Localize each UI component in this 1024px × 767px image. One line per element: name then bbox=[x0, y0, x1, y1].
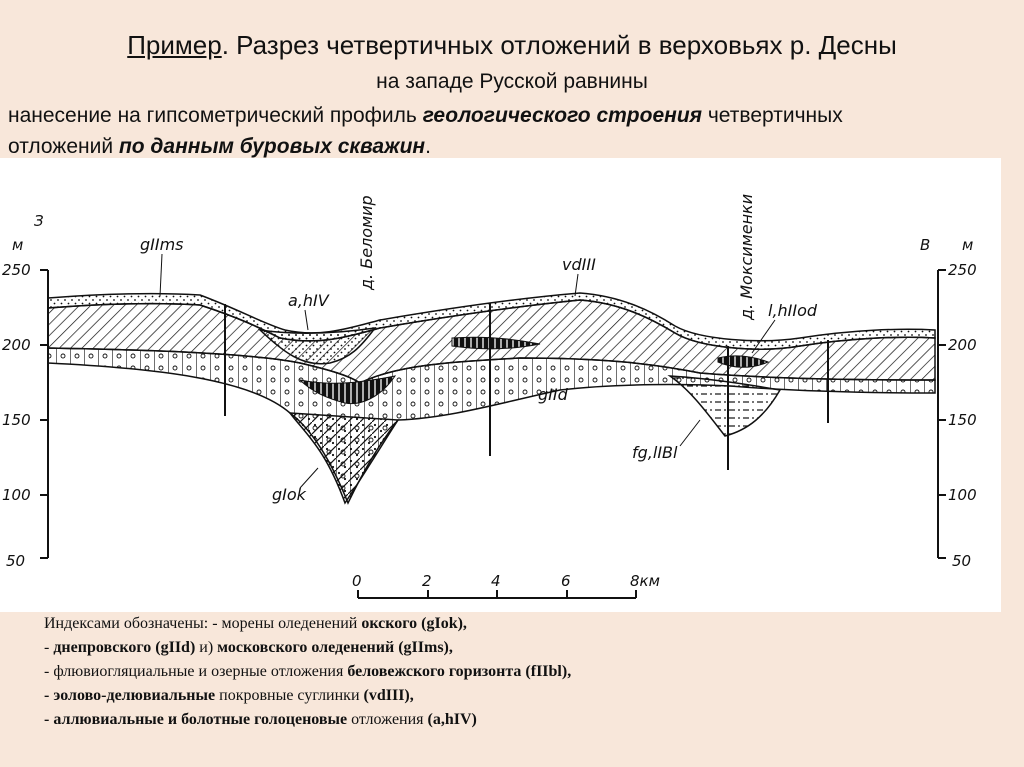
legend-okskoe: окского (gIok), bbox=[361, 615, 467, 632]
subtitle-period: . bbox=[425, 135, 431, 158]
subtitle-line-2 bbox=[8, 135, 431, 159]
legend-fluvio: - флювиогляциальные и озерные отложения bbox=[44, 663, 348, 680]
unit-label-lhIIod: l,hIIod bbox=[768, 301, 818, 320]
subtitle-line-1 bbox=[8, 104, 843, 128]
title-line-1 bbox=[0, 30, 1024, 61]
scale-bar bbox=[352, 572, 660, 598]
left-tick-200: 200 bbox=[2, 336, 31, 354]
left-tick-50: 50 bbox=[6, 552, 26, 570]
legend-line-4 bbox=[44, 684, 1004, 708]
legend-line-1 bbox=[44, 612, 1004, 636]
legend-belovezh: беловежского горизонта (fIIbl), bbox=[347, 663, 572, 680]
legend-vdIII: (vdIII), bbox=[363, 687, 414, 704]
left-axis bbox=[2, 212, 48, 570]
subtitle-text-2: четвертичных bbox=[702, 104, 843, 127]
scale-tick-2: 2 bbox=[422, 572, 432, 590]
subtitle-text-1: нанесение на гипсометрический профиль bbox=[8, 104, 423, 127]
legend-intro: Индексами обозначены: - морены оледенений bbox=[44, 615, 362, 632]
section-drawing bbox=[0, 158, 1001, 612]
legend-moskovskoe: московского оледенений (gIIms), bbox=[217, 639, 453, 656]
legend-line-3 bbox=[44, 660, 1004, 684]
subtitle-emphasis-2: по данным буровых скважин bbox=[118, 135, 426, 158]
village-label-moksimenki: д. Моксименки bbox=[737, 193, 756, 320]
title-line-2: на западе Русской равнины bbox=[376, 70, 648, 93]
left-tick-150: 150 bbox=[2, 411, 31, 429]
legend-dneprovskoe: днепровского (gIId) bbox=[53, 639, 196, 656]
legend-suglinki: покровные суглинки bbox=[215, 687, 364, 704]
title-example-word: Пример bbox=[127, 30, 222, 60]
right-tick-150: 150 bbox=[948, 411, 977, 429]
scale-tick-0: 0 bbox=[352, 572, 362, 590]
unit-label-gIId: gIId bbox=[538, 385, 568, 404]
right-tick-250: 250 bbox=[948, 261, 977, 279]
legend-eolovo: - эолово-делювиальные bbox=[44, 687, 216, 704]
right-tick-50: 50 bbox=[952, 552, 972, 570]
unit-label-fglIBl: fg,lIBl bbox=[632, 443, 678, 462]
legend-alluvial: - аллювиальные и болотные голоценовые bbox=[44, 711, 348, 728]
right-unit-label: м bbox=[962, 236, 974, 254]
right-tick-100: 100 bbox=[948, 486, 977, 504]
legend-and: и) bbox=[195, 639, 218, 656]
left-unit-label: м bbox=[12, 236, 24, 254]
left-tick-250: 250 bbox=[2, 261, 31, 279]
unit-label-gIIms: gIIms bbox=[140, 235, 184, 254]
left-direction-label: З bbox=[34, 212, 44, 230]
title-text: . Разрез четвертичных отложений в верховьях р. Десны bbox=[221, 30, 897, 60]
legend-line-5 bbox=[44, 708, 1004, 732]
unit-label-aHIV: a,hIV bbox=[288, 291, 329, 310]
unit-label-vdIII: vdIII bbox=[562, 255, 596, 274]
right-axis bbox=[920, 236, 977, 570]
legend bbox=[44, 612, 1004, 732]
legend-otlozheniya: отложения bbox=[347, 711, 428, 728]
scale-tick-8km: 8км bbox=[630, 572, 660, 590]
scale-tick-6: 6 bbox=[561, 572, 571, 590]
unit-label-gIok: gIok bbox=[272, 485, 306, 504]
subtitle-text-3: отложений bbox=[8, 135, 119, 158]
right-tick-200: 200 bbox=[948, 336, 977, 354]
left-tick-100: 100 bbox=[2, 486, 31, 504]
scale-tick-4: 4 bbox=[491, 572, 501, 590]
village-label-belomir: д. Беломир bbox=[357, 195, 376, 290]
legend-dash: - bbox=[44, 639, 54, 656]
subtitle-emphasis-1: геологического строения bbox=[422, 104, 703, 127]
right-direction-label: В bbox=[920, 236, 931, 254]
legend-ahIV: (a,hIV) bbox=[427, 711, 477, 728]
geological-section-figure bbox=[0, 158, 1001, 612]
legend-line-2 bbox=[44, 636, 1004, 660]
